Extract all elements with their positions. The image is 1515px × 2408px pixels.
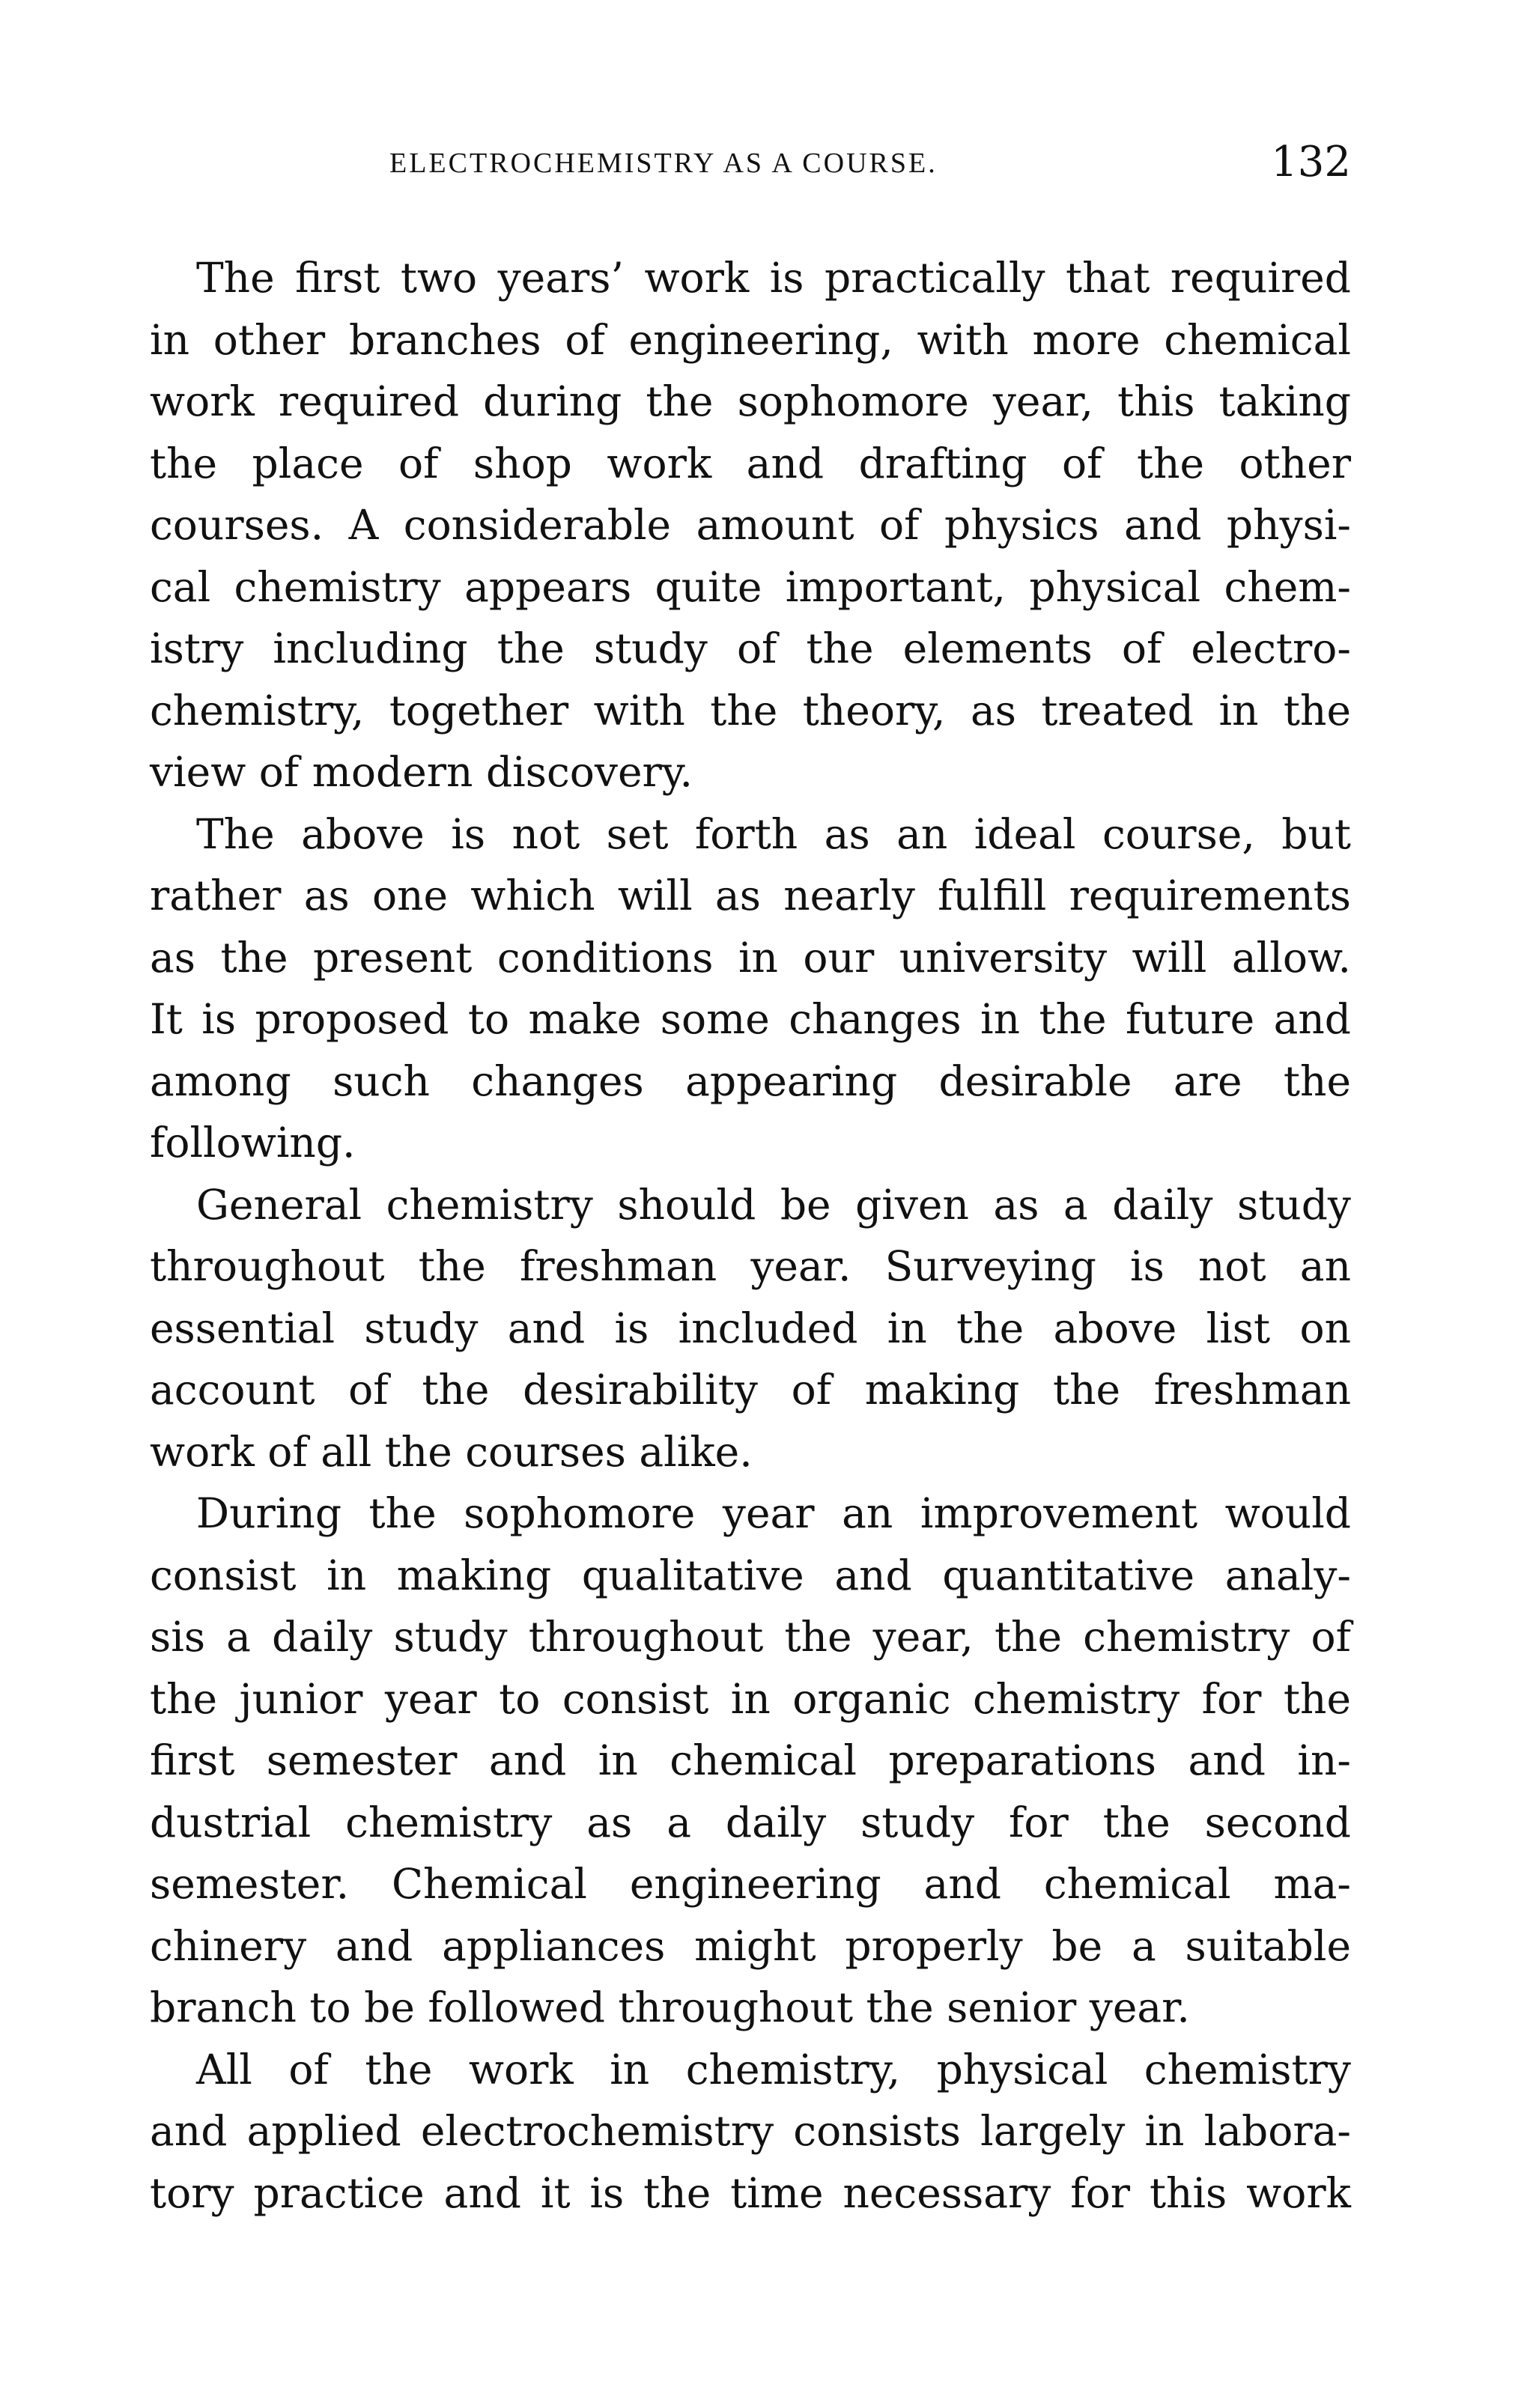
text-line: General chemistry should be given as a daily study	[196, 1180, 1351, 1229]
text-line: consist in making qualitative and quantitative analy-	[150, 1551, 1351, 1599]
text-line: first semester and in chemical preparations and in-	[150, 1736, 1351, 1784]
text-line: essential study and is included in the above list on	[150, 1304, 1351, 1352]
text-line: following.	[150, 1119, 356, 1167]
text-line: in other branches of engineering, with more chemical	[150, 315, 1351, 364]
text-line: as the present conditions in our university will allow.	[150, 933, 1351, 982]
text-line: During the sophomore year an improvement would	[196, 1489, 1351, 1537]
text-line: view of modern discovery.	[150, 748, 693, 796]
text-line: the junior year to consist in organic chemistry for the	[150, 1674, 1351, 1723]
text-line: throughout the freshman year. Surveying is not an	[150, 1242, 1351, 1290]
paragraph-4	[150, 1483, 1351, 2039]
page-number: 132	[1271, 138, 1351, 186]
text-line: The above is not set forth as an ideal course, but	[196, 809, 1351, 858]
text-line: work of all the courses alike.	[150, 1427, 753, 1476]
text-line: work required during the sophomore year, this taking	[150, 377, 1351, 425]
paragraph-5	[150, 2039, 1351, 2225]
text-line: cal chemistry appears quite important, physical chem-	[150, 562, 1351, 611]
text-line: courses. A considerable amount of physics and physi-	[150, 501, 1351, 549]
text-line: sis a daily study throughout the year, the chemistry of	[150, 1613, 1351, 1661]
text-line: among such changes appearing desirable are the	[150, 1056, 1351, 1105]
text-line: the place of shop work and drafting of the other	[150, 439, 1351, 487]
body-text	[150, 247, 1351, 2224]
text-line: istry including the study of the elements of electro-	[150, 624, 1351, 672]
text-line: The first two years’ work is practically that required	[196, 254, 1351, 302]
page-header	[150, 138, 1351, 195]
text-line: semester. Chemical engineering and chemical ma-	[150, 1860, 1351, 1908]
text-line: All of the work in chemistry, physical chemistry	[196, 2045, 1351, 2094]
text-line: rather as one which will as nearly fulfill requirements	[150, 872, 1351, 919]
text-line: dustrial chemistry as a daily study for the second	[150, 1798, 1351, 1846]
text-line: It is proposed to make some changes in the future and	[150, 995, 1351, 1043]
text-line: chinery and appliances might properly be a suitable	[150, 1921, 1351, 1970]
paragraph-2	[150, 803, 1351, 1174]
text-line: account of the desirability of making the freshman	[150, 1366, 1351, 1414]
text-line: tory practice and it is the time necessary for this work	[150, 2168, 1351, 2217]
text-line: chemistry, together with the theory, as treated in the	[150, 686, 1351, 735]
text-line: branch to be followed throughout the senior year.	[150, 1983, 1190, 2031]
paragraph-1	[150, 247, 1351, 803]
paragraph-3	[150, 1174, 1351, 1483]
running-head: ELECTROCHEMISTRY AS A COURSE.	[389, 148, 938, 179]
text-line: and applied electrochemistry consists largely in labora-	[150, 2107, 1351, 2155]
